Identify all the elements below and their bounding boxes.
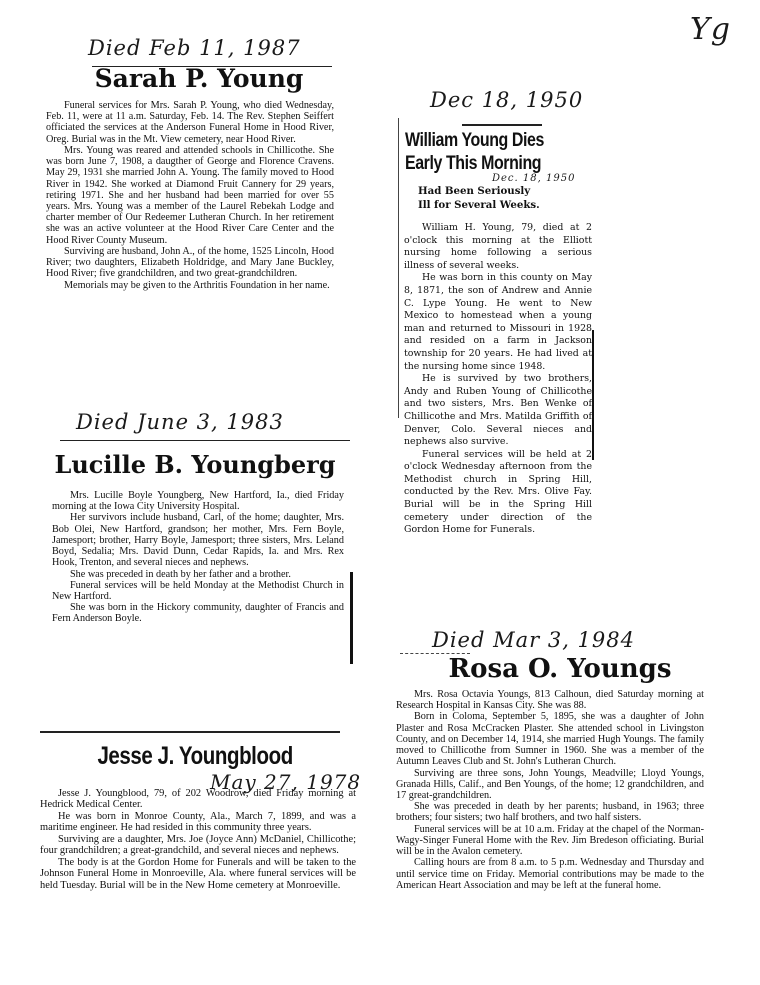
paragraph: She was preceded in death by her father and a brother.	[70, 568, 291, 580]
paragraph: She was preceded in death by her parents; husband, in 1963; three brothers; four sisters; two half brothers, and two half sisters.	[396, 801, 704, 824]
paragraph: Funeral services will be held at 2 o'clock Wednesday afternoon from the Methodist church in Spring Hill, conducted by the Rev. Mrs. Olive Fay. Burial will be in the Spring Hill cemetery under direction of the Gordon Home for Funerals.	[404, 448, 592, 536]
obituary-sarah-young	[60, 36, 338, 60]
clipping-edge	[398, 118, 399, 418]
obituary-body	[40, 788, 356, 891]
headline-line-2: Early This Morning	[405, 153, 542, 174]
obituary-lucille-youngberg	[40, 452, 350, 477]
paragraph: Surviving are a daughter, Mrs. Joe (Joyce Ann) McDaniel, Chillicothe; four grandchildren; a great-grandchild, and several nieces and nephews.	[40, 833, 356, 857]
paragraph: Calling hours are from 8 a.m. to 5 p.m. Wednesday and Thursday and until service time on Friday. Memorial contributions may be made to the American Heart Association and may be left at the funeral home.	[396, 857, 704, 891]
sarah-title-wrap	[60, 66, 338, 92]
obituary-jesse-youngblood	[30, 742, 360, 771]
subhead-line-1: Had Been Seriously	[418, 185, 531, 197]
handwritten-date: Died Mar 3, 1984	[432, 628, 635, 652]
obituary-title: Rosa O. Youngs	[448, 654, 672, 684]
handwritten-date: Died Feb 11, 1987	[88, 36, 301, 60]
paragraph: The body is at the Gordon Home for Funerals and will be taken to the Johnson Funeral Home in Monroeville, Ala. where funeral services will be held Tuesday. Burial will be in the New Home cemetery at Monroeville.	[40, 856, 356, 891]
paragraph: William H. Young, 79, died at 2 o'clock this morning at the Elliott nursing home following a serious illness of several weeks.	[404, 222, 592, 271]
obituary-william-young	[405, 130, 605, 175]
paragraph: Her survivors include husband, Carl, of the home; daughter, Mrs. Bob Olei, New Hartford, grandson; her mother, Mrs. Fern Boyle, Jamesport; brother, Harry Boyle, Jamesport; three sisters, Mrs. Leland Boyd, Sedalia; Mrs. David Dunn, Cedar Rapids, Ia. and Mrs. Rex Hook, Trenton, and several nieces and nephews.	[52, 512, 344, 569]
paragraph: Mrs. Lucille Boyle Youngberg, New Hartford, Ia., died Friday morning at the Iowa City University Hospital.	[52, 490, 344, 513]
paragraph: Jesse J. Youngblood, 79, of 202 Woodrow, died Friday morning at Hedrick Medical Center.	[40, 788, 356, 811]
paragraph: He was born in Monroe County, Ala., March 7, 1899, and was a maritime engineer. He had resided in this community three years.	[40, 810, 356, 834]
paragraph: Surviving are three sons, John Youngs, Meadville; Lloyd Youngs, Granada Hills, Calif., and Ben Youngs, of the home; 12 grandchildren, and 17 great-grandchildren.	[396, 767, 704, 801]
obituary-body	[46, 100, 334, 291]
divider	[40, 731, 340, 733]
paragraph: Funeral services for Mrs. Sarah P. Young, who died Wednesday, Feb. 11, were at 11 a.m. Saturday, Feb. 14. The Rev. Stephen Seiffert officiated the services at the Anderson Funeral Home in Hood River, Oreg. Burial was in the Mt. View cemetery, near Hood River.	[46, 100, 334, 145]
paragraph: She was born in the Hickory community, daughter of Francis and Fern Anderson Boyle.	[52, 602, 344, 625]
obituary-body	[404, 222, 592, 537]
headline-line-1: William Young Dies	[405, 130, 544, 151]
subhead-line-2: Ill for Several Weeks.	[418, 199, 540, 212]
handwritten-date: Died June 3, 1983	[76, 410, 284, 434]
paragraph: Funeral services will be at 10 a.m. Friday at the chapel of the Norman-Wagy-Singer Funeral Home with the Rev. Jim Bredeson officiating. Burial will be in the Avalon cemetery.	[396, 823, 704, 858]
obituary-rosa-youngs	[400, 656, 720, 683]
paragraph: Memorials may be given to the Arthritis Foundation in her name.	[64, 279, 330, 291]
paragraph: He was born in this county on May 8, 1871, the son of Andrew and Annie C. Lype Young. He went to New Mexico to homestead when a young man and returned to Missouri in 1928 and resided on a farm in Jackson township for 20 years. He had lived at the nursing home since 1948.	[404, 272, 592, 372]
paragraph: He is survived by two brothers, Andy and Ruben Young of Chillicothe and two sisters, Mrs. Ben Wenke of Chillicothe and Mrs. Matilda Griffith of Denver, Colo. Several nieces and nephews also survive.	[404, 373, 592, 448]
obituary-title: Lucille B. Youngberg	[54, 450, 336, 479]
handwritten-note: Dec. 18, 1950	[492, 173, 576, 184]
divider	[462, 124, 542, 126]
paragraph: Born in Coloma, September 5, 1895, she was a daughter of John Plaster and Rosa McCracken Plaster. She attended school in Livingston County, and on December 14, 1914, she married Hugh Youngs. The family moved to Chillicothe from Sumner in 1960. She was a member of the Autumn Leaves Club and St. John's Lutheran Church.	[396, 711, 704, 768]
column-rule	[592, 330, 594, 460]
obituary-title: Sarah P. Young	[94, 64, 304, 93]
paragraph: Mrs. Rosa Octavia Youngs, 813 Calhoun, died Saturday morning at Research Hospital in Kansas City. She was 88.	[396, 689, 704, 712]
handwritten-date: Dec 18, 1950	[430, 88, 584, 112]
handwritten-date: May 27, 1978	[210, 770, 362, 794]
divider	[60, 440, 350, 441]
paragraph: Surviving are husband, John A., of the home, 1525 Lincoln, Hood River; two daughters, Elizabeth Holdridge, and Mary Jane Buckley, Hood River; five grandchildren, and two great-grandchildren.	[46, 245, 334, 280]
paragraph: Mrs. Young was reared and attended schools in Chillicothe. She was born June 7, 1908, a daugther of George and Florence Cravens. May 29, 1931 she married John A. Young. The family moved to Hood River in 1942. She worked at Diamond Fruit Cannery for 29 years, retiring 1971. She and her husband had been married for over 55 years. Mrs. Young was a member of the Laurel Rebekah Lodge and charter member of Our Redeemer Lutheran Church. In her retirement she was an active volunteer at the Hood River Care Center and the Hood River County Museum.	[46, 144, 334, 246]
paragraph: Funeral services will be held Monday at the Methodist Church in New Hartford.	[52, 579, 344, 602]
page-mark: Yg	[690, 12, 732, 47]
subheadline	[418, 184, 608, 213]
obituary-body	[52, 490, 344, 625]
column-rule	[350, 572, 353, 664]
obituary-body	[396, 689, 704, 891]
obituary-title: Jesse J. Youngblood	[97, 742, 293, 770]
